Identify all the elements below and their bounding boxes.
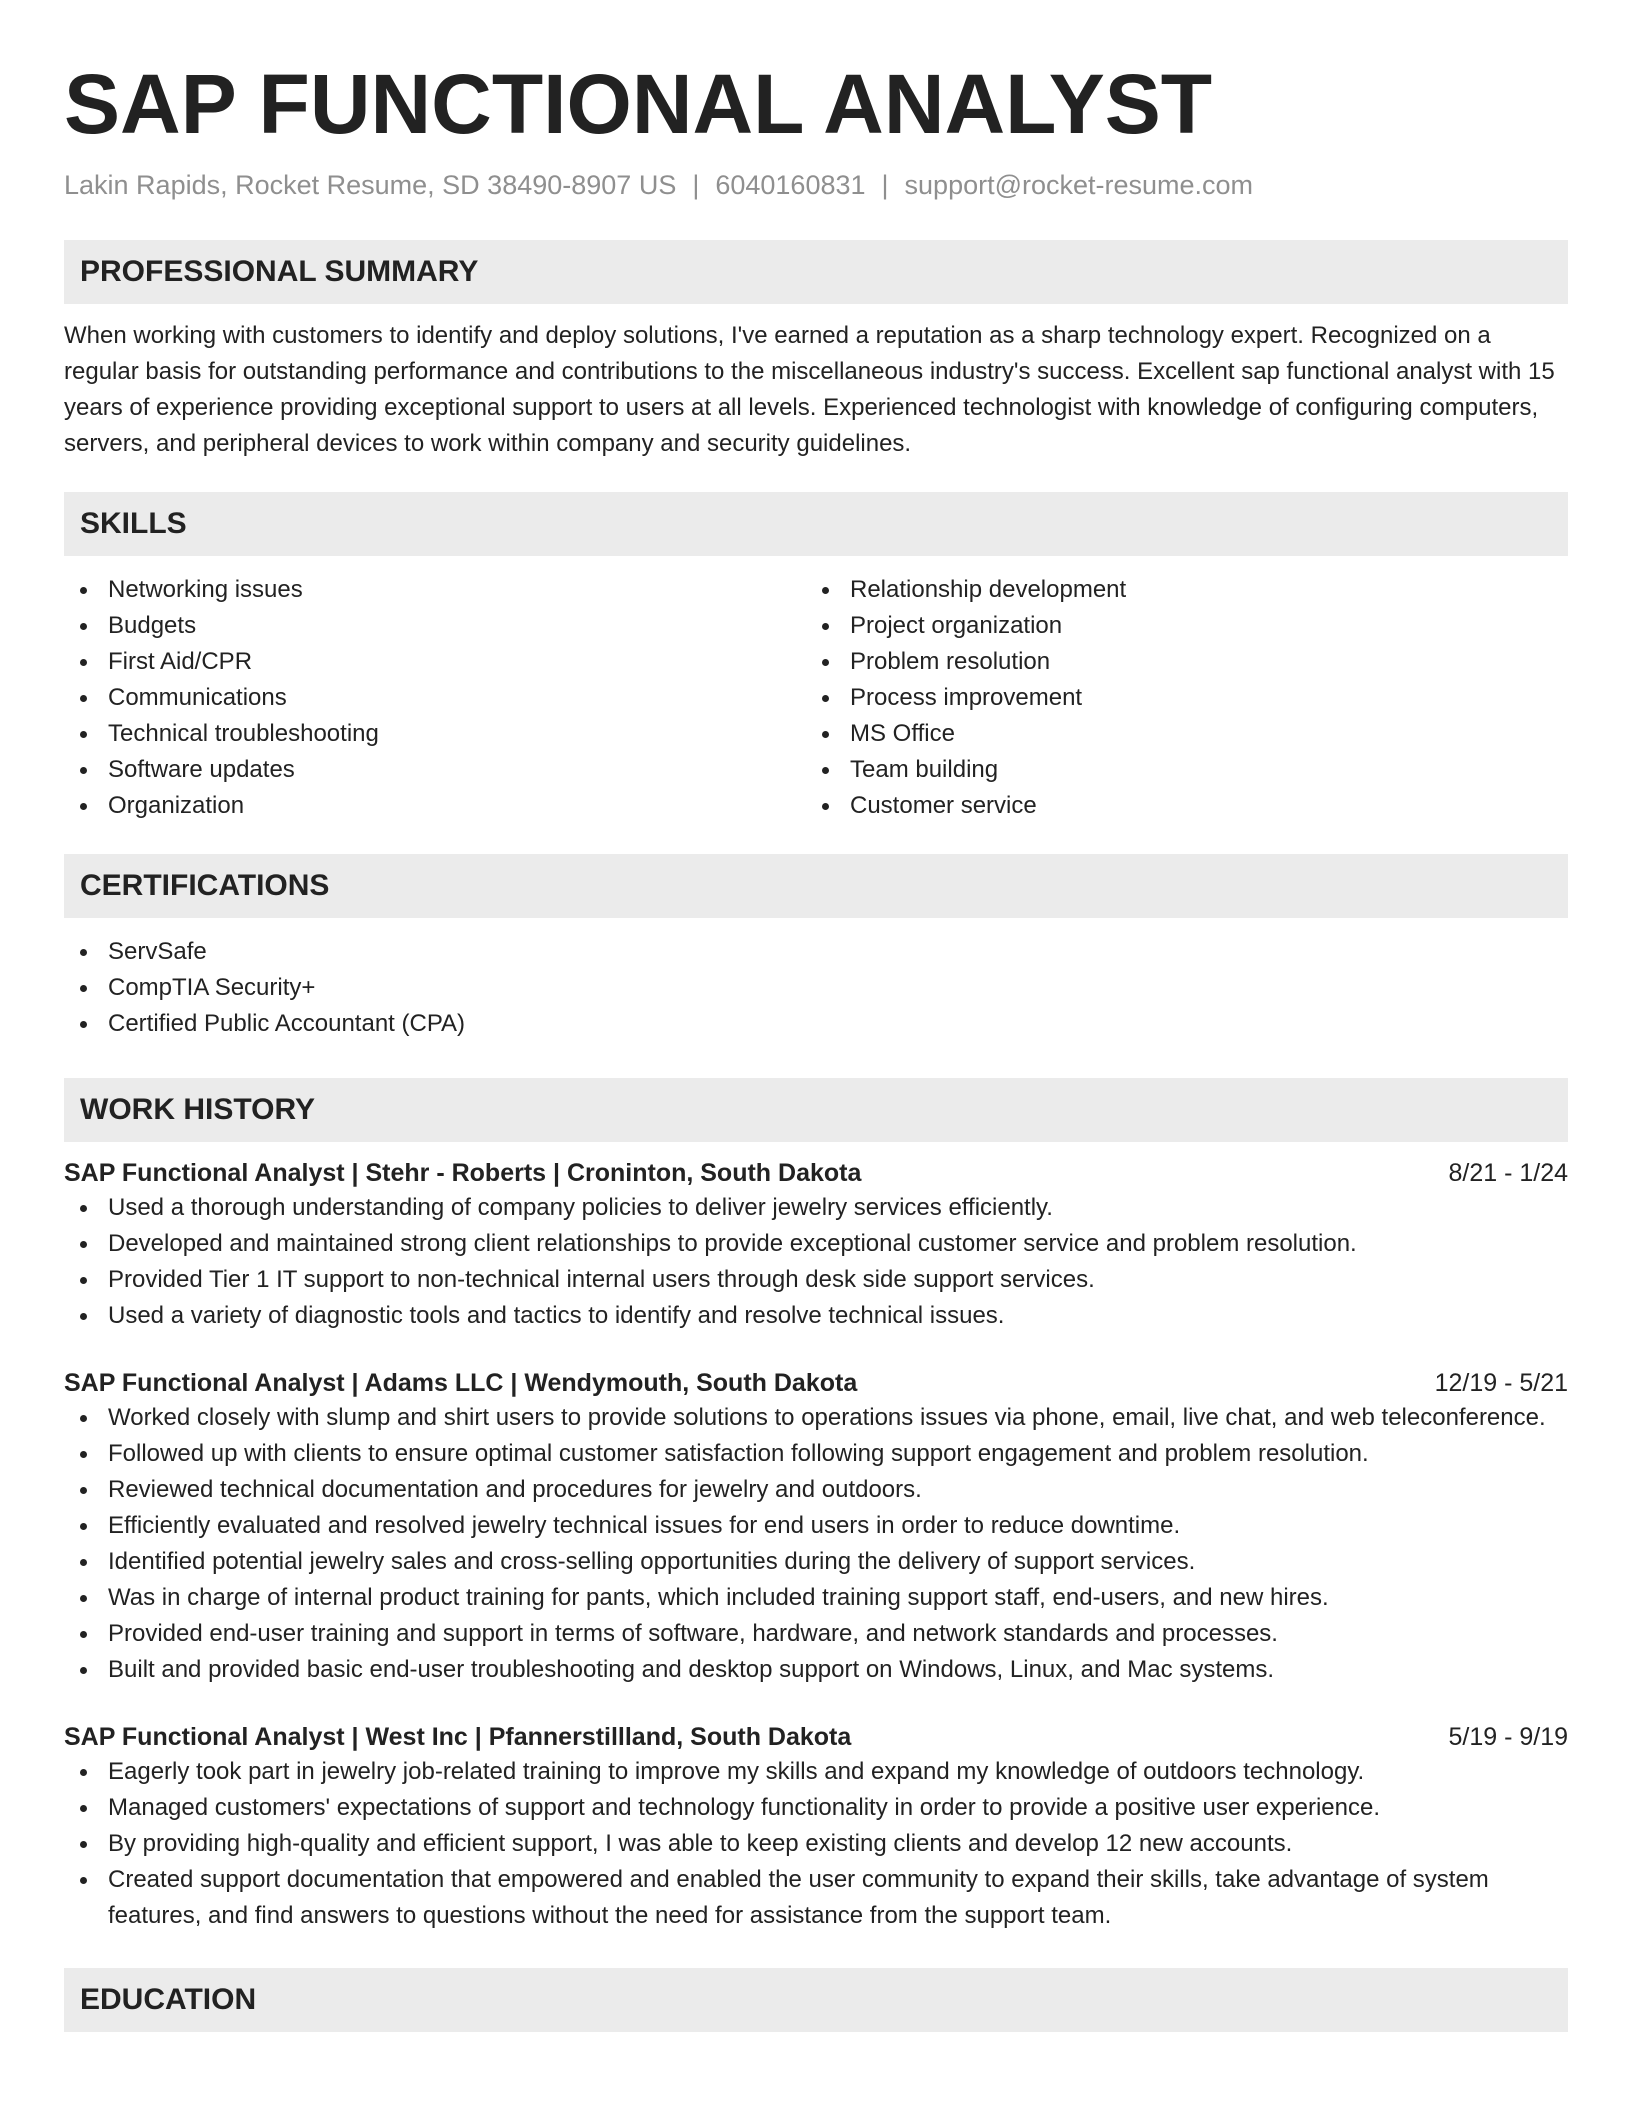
job-bullet: Reviewed technical documentation and procedures for jewelry and outdoors. — [64, 1472, 1568, 1508]
skill-item: Problem resolution — [806, 644, 1548, 680]
job-dates: 8/21 - 1/24 — [1448, 1159, 1568, 1187]
skill-item: First Aid/CPR — [64, 644, 806, 680]
job-bullet: Followed up with clients to ensure optimal customer satisfaction following support engagement and problem resolution. — [64, 1436, 1568, 1472]
job-header — [64, 1156, 1568, 1190]
skill-item: Customer service — [806, 788, 1548, 824]
skills-list-right — [806, 572, 1548, 824]
job-title: SAP Functional Analyst | West Inc | Pfannerstillland, South Dakota — [64, 1723, 852, 1751]
job-entry — [64, 1720, 1568, 1934]
contact-separator: | — [692, 170, 700, 200]
section-heading-summary: PROFESSIONAL SUMMARY — [64, 240, 1568, 304]
job-bullet: Used a variety of diagnostic tools and tactics to identify and resolve technical issues. — [64, 1298, 1568, 1334]
job-bullet: Developed and maintained strong client relationships to provide exceptional customer service and problem resolution. — [64, 1226, 1568, 1262]
job-entry — [64, 1156, 1568, 1334]
contact-line — [64, 168, 1568, 202]
section-heading-skills: SKILLS — [64, 492, 1568, 556]
skill-item: Relationship development — [806, 572, 1548, 608]
job-title: SAP Functional Analyst | Adams LLC | Wendymouth, South Dakota — [64, 1369, 858, 1397]
job-header — [64, 1366, 1568, 1400]
contact-address: Lakin Rapids, Rocket Resume, SD 38490-8907 US — [64, 170, 677, 200]
job-bullet: Used a thorough understanding of company policies to deliver jewelry services efficiently. — [64, 1190, 1568, 1226]
job-bullet: Built and provided basic end-user troubleshooting and desktop support on Windows, Linux, and Mac systems. — [64, 1652, 1568, 1688]
contact-separator: | — [881, 170, 889, 200]
section-heading-education: EDUCATION — [64, 1968, 1568, 2032]
resume-content — [64, 52, 1568, 2032]
job-dates: 5/19 - 9/19 — [1448, 1723, 1568, 1751]
skills-list-left — [64, 572, 806, 824]
skill-item: Team building — [806, 752, 1548, 788]
skill-item: Budgets — [64, 608, 806, 644]
skill-item: Process improvement — [806, 680, 1548, 716]
skill-item: MS Office — [806, 716, 1548, 752]
job-entry — [64, 1366, 1568, 1688]
contact-phone[interactable]: 6040160831 — [715, 170, 866, 200]
skill-item: Communications — [64, 680, 806, 716]
job-bullets — [64, 1190, 1568, 1334]
job-bullets — [64, 1400, 1568, 1688]
certification-item: CompTIA Security+ — [64, 970, 1568, 1006]
job-bullet: Provided end-user training and support in terms of software, hardware, and network standards and processes. — [64, 1616, 1568, 1652]
job-bullet: By providing high-quality and efficient support, I was able to keep existing clients and develop 12 new accounts. — [64, 1826, 1568, 1862]
certification-item: ServSafe — [64, 934, 1568, 970]
section-heading-work-history: WORK HISTORY — [64, 1078, 1568, 1142]
skill-item: Software updates — [64, 752, 806, 788]
certification-item: Certified Public Accountant (CPA) — [64, 1006, 1568, 1042]
certifications-list — [64, 934, 1568, 1042]
job-bullet: Identified potential jewelry sales and cross-selling opportunities during the delivery of support services. — [64, 1544, 1568, 1580]
job-bullet: Efficiently evaluated and resolved jewelry technical issues for end users in order to reduce downtime. — [64, 1508, 1568, 1544]
skill-item: Technical troubleshooting — [64, 716, 806, 752]
skill-item: Networking issues — [64, 572, 806, 608]
job-bullet: Provided Tier 1 IT support to non-technical internal users through desk side support services. — [64, 1262, 1568, 1298]
candidate-title: SAP FUNCTIONAL ANALYST — [64, 57, 1213, 151]
job-bullet: Created support documentation that empowered and enabled the user community to expand their skills, take advantage of system features, and find answers to questions without the need for assistance from the support team. — [64, 1862, 1568, 1934]
job-bullet: Eagerly took part in jewelry job-related training to improve my skills and expand my knowledge of outdoors technology. — [64, 1754, 1568, 1790]
job-dates: 12/19 - 5/21 — [1434, 1369, 1568, 1397]
section-heading-certifications: CERTIFICATIONS — [64, 854, 1568, 918]
skill-item: Project organization — [806, 608, 1548, 644]
job-bullet: Managed customers' expectations of support and technology functionality in order to provide a positive user experience. — [64, 1790, 1568, 1826]
job-bullets — [64, 1754, 1568, 1934]
job-title: SAP Functional Analyst | Stehr - Roberts | Croninton, South Dakota — [64, 1159, 862, 1187]
job-bullet: Worked closely with slump and shirt users to provide solutions to operations issues via phone, email, live chat, and web teleconference. — [64, 1400, 1568, 1436]
summary-text: When working with customers to identify and deploy solutions, I've earned a reputation as a sharp technology expert. Recognized on a regular basis for outstanding performance and contributions to the miscellaneous industry's success. Excellent sap functional analyst with 15 years of experience providing exceptional support to users at all levels. Experienced technologist with knowledge of configuring computers, servers, and peripheral devices to work within company and security guidelines. — [64, 322, 1555, 457]
contact-email[interactable]: support@rocket-resume.com — [904, 170, 1254, 200]
job-header — [64, 1720, 1568, 1754]
skill-item: Organization — [64, 788, 806, 824]
skills-grid — [64, 572, 1568, 824]
job-bullet: Was in charge of internal product training for pants, which included training support staff, end-users, and new hires. — [64, 1580, 1568, 1616]
